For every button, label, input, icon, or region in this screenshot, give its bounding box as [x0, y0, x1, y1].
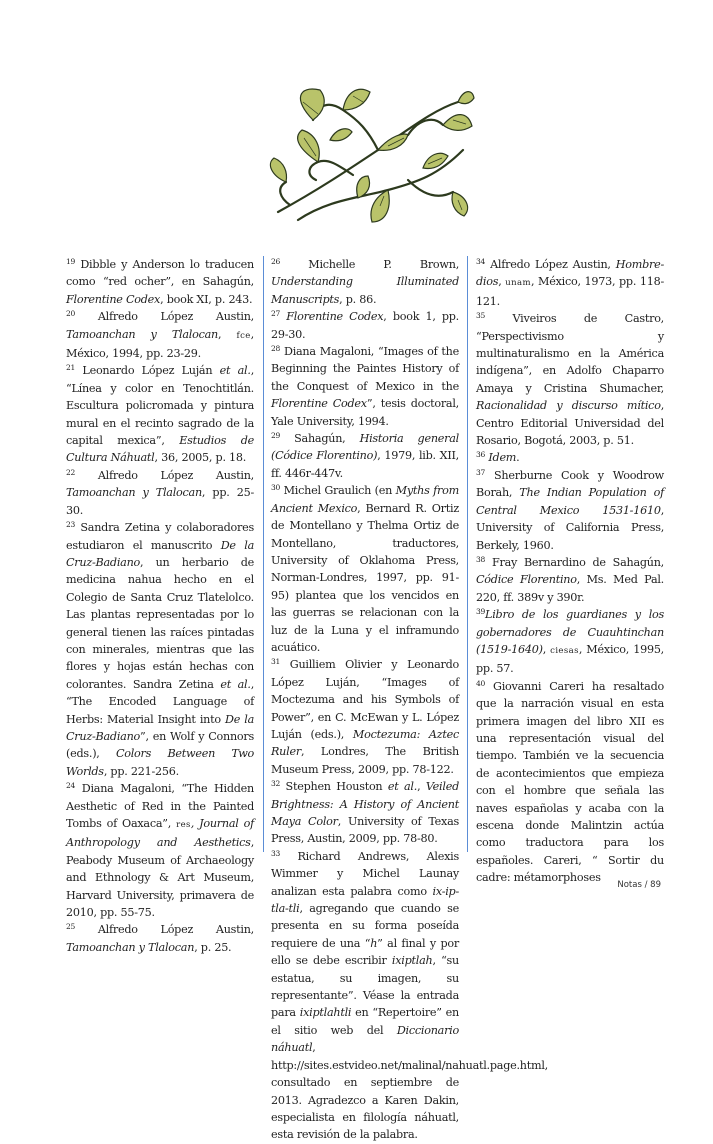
- footnote-38: $^{38}$ Fray Bernardino de Sahagún, Códice Florentino, Ms. Med Pal. 220, ff. 389v y 390r.: [476, 554, 664, 604]
- column-rule: [263, 256, 264, 852]
- notes-column-3: [476, 256, 664, 887]
- footnote-25: $^{25}$ Alfredo López Austin, Tamoanchan y Tlalocan, p. 25.: [66, 922, 254, 954]
- footnote-35: $^{35}$ Viveiros de Castro, “Perspectivismo y multinaturalismo en la América indígena”, en Adolfo Chaparro Amaya y Cristina Shumacher, Racionalidad y discurso mítico, Centro Editorial Universidad del Rosario, Bogotá, 2003, p. 51.: [476, 311, 664, 448]
- footnote-31: $^{31}$ Guilliem Olivier y Leonardo López Luján, “Images of Moctezuma and his Symbols of Power”, en C. McEwan y L. López Luján (eds.), Moctezuma: Aztec Ruler, Londres, The British Museum Press, 2009, pp. 78-122.: [271, 657, 459, 776]
- footnote-36: $^{36}$ Idem.: [476, 450, 520, 465]
- notes-column-1: [66, 256, 254, 956]
- footnote-21: $^{21}$ Leonardo López Luján et al., “Línea y color en Tenochtitlán. Escultura policromada y pintura mural en el recinto sagrado de la capital mexica”, Estudios de Cultura Náhuatl, 36, 2005, p. 18.: [66, 363, 255, 465]
- footnote-19: $^{19}$ Dibble y Anderson lo traducen como “red ocher”, en Sahagún, Florentine Codex, book XI, p. 243.: [66, 257, 254, 306]
- footnote-30: $^{30}$ Michel Graulich (en Myths from Ancient Mexico, Bernard R. Ortiz de Montellano y Thelma Ortiz de Montellano, traductores, University of Oklahoma Press, Norman-Londres, 1997, pp. 91-95) plantea que los vencidos en las guerras se relacionan con la luz de la Luna y el inframundo acuático.: [271, 483, 460, 654]
- footnote-32: $^{32}$ Stephen Houston et al., Veiled Brightness: A History of Ancient Maya Color, University of Texas Press, Austin, 2009, pp. 78-80.: [271, 779, 459, 846]
- footnote-24: $^{24}$ Diana Magaloni, “The Hidden Aesthetic of Red in the Painted Tombs of Oaxaca”, res, Journal of Anthropology and Aesthetics, Peabody Museum of Archaeology and Ethnology & Art Museum, Harvard University, primavera de 2010, pp. 55-75.: [66, 781, 254, 920]
- footnote-40: $^{40}$ Giovanni Careri ha resaltado que la narración visual en esta primera imagen del libro XII es una representación visual del tiempo. También ve la secuencia de acontecimientos que empieza con el hombre que señala las naves españolas y acaba con la escena donde Malintzin actúa como traductora para los españoles. Careri, “ Sortir du cadre: métamorphoses: [476, 678, 664, 885]
- footnote-34: $^{34}$ Alfredo López Austin, Hombre-dios, unam, México, 1973, pp. 118-121.: [476, 257, 664, 308]
- footnote-26: $^{26}$ Michelle P. Brown, Understanding Illuminated Manuscripts, p. 86.: [271, 257, 459, 306]
- footnote-29: $^{29}$ Sahagún, Historia general (Códice Florentino), 1979, lib. XII, ff. 446r-447v.: [271, 431, 460, 480]
- page-number: Notas / 89: [617, 880, 661, 890]
- footnote-27: $^{27}$ Florentine Codex, book 1, pp. 29-30.: [271, 309, 459, 341]
- column-rule: [467, 256, 468, 852]
- footnote-37: $^{37}$ Sherburne Cook y Woodrow Borah, The Indian Population of Central Mexico 1531-1610, University of California Press, Berkely, 1960.: [476, 467, 664, 552]
- footnote-20: $^{20}$ Alfredo López Austin, Tamoanchan y Tlalocan, fce, México, 1994, pp. 23-29.: [66, 309, 254, 361]
- footnote-22: $^{22}$ Alfredo López Austin, Tamoanchan y Tlalocan, pp. 25-30.: [66, 467, 254, 517]
- vine-ornament-image: [258, 80, 476, 230]
- footnote-23: $^{23}$ Sandra Zetina y colaboradores estudiaron el manuscrito De la Cruz-Badiano, un herbario de medicina nahua hecho en el Colegio de Santa Cruz Tlatelolco. Las plantas representadas por lo general tienen las raíces pintadas con minerales, mientras que las flores y hojas están hechas con colorantes. Sandra Zetina et al., “The Encoded Language of Herbs: Material Insight into De la Cruz-Badiano”, en Wolf y Connors (eds.), Colors Between Two Worlds, pp. 221-256.: [66, 520, 255, 778]
- footnote-28: $^{28}$ Diana Magaloni, “Images of the Beginning the Paintes History of the Conquest of Mexico in the Florentine Codex”, tesis doctoral, Yale University, 1994.: [271, 344, 459, 428]
- footnote-33: $^{33}$ Richard Andrews, Alexis Wimmer y Michel Launay analizan esta palabra como ix-ip-tla-tli, agregando que cuando se presenta en su forma poseída requiere de una “h” al final y por ello se debe escribir ixiptlah, “su estatua, su imagen, su representante”. Véase la entrada para ixiptlahtli en “Repertoire” en el sitio web del Diccionario náhuatl, http://sites.estvideo.net/malinal/nahuatl.page.html, consultado en septiembre de 2013. Agradezco a Karen Dakin, especialista en filología náhuatl, esta revisión de la palabra.: [271, 848, 548, 1142]
- ornamental-illustration: [258, 80, 476, 230]
- footnote-39: $^{39}$Libro de los guardianes y los gobernadores de Cuauhtinchan (1519-1640), ciesas, México, 1995, pp. 57.: [476, 607, 664, 676]
